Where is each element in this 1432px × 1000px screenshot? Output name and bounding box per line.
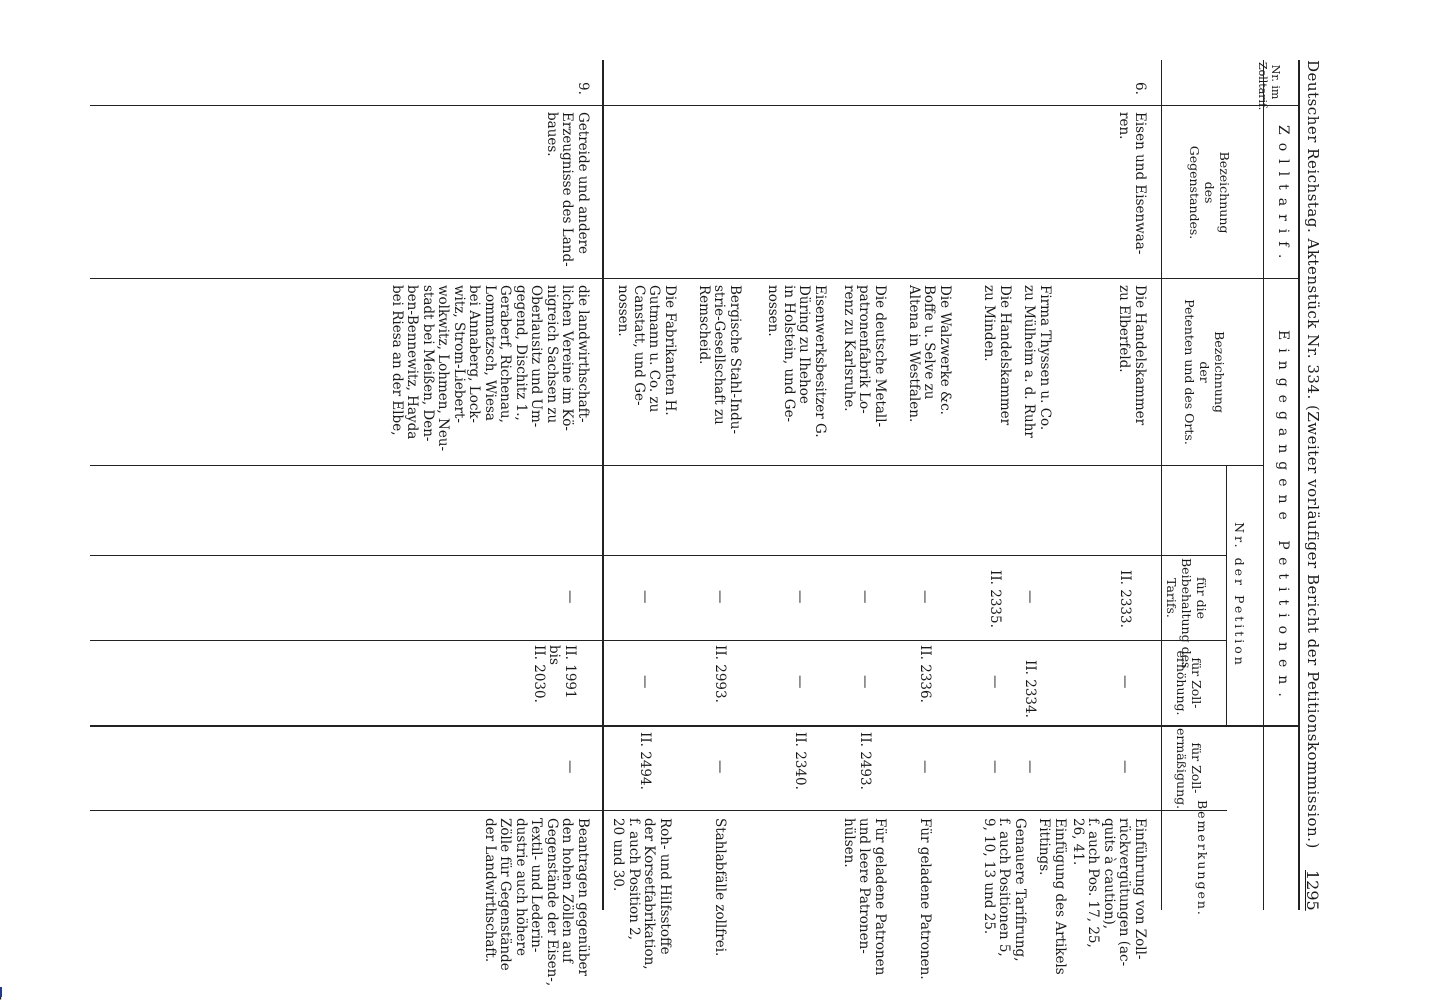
section-divider [602,60,604,910]
row-5-erhoehung: — [857,675,873,689]
row-8-beibehaltung: — [637,590,653,604]
col-rule-erhoehung [90,640,1227,641]
row-1-gegenstand: Eisen und Eisenwaa- ren. [1116,112,1148,255]
row-7-beibehaltung: — [712,590,728,604]
row-9-gegenstand: Getreide und andere Erzeugnisse des Land- baues. [544,112,591,267]
row-7-petent: Bergische Stahl-Indu- strie-Gesellschaft zu Remscheid. [696,285,743,435]
row-6-ermaessigung: II. 2340. [792,732,808,790]
row-5-petent: Die deutsche Metall- patronenfabrik Lo- renz zu Karlsruhe. [841,285,888,428]
row-3-beibehaltung: II. 2335. [987,570,1003,628]
row-3-bemerkung: Genauere Tarifirung, f. auch Positionen 5, 9, 10, 13 und 25. [981,818,1028,962]
row-9-bemerkung: Beantragen gegenüber den hohen Zöllen auf Gegenstände der Eisen-, Textil- und Lederin- dustrie auch höhere Zölle für Gegenstände der Landwirthschaft. [482,818,591,987]
col-rule-nr [90,105,1300,106]
row-3-erhoehung: — [987,675,1003,689]
nr-petition-rule [1226,465,1227,725]
row-6-petent: Eisenwerksbesitzer G. Düring zu Ihehoe in Holstein, und Ge- nossen. [765,285,828,438]
row-6-erhoehung: — [792,675,808,689]
row-1-petent: Die Handelskammer zu Elberfeld. [1116,285,1148,426]
row-2-erhoehung: II. 2334. [1022,660,1038,718]
zolltarif-group-header: Zolltarif. [1275,125,1291,267]
row-6-beibehaltung: — [792,590,808,604]
col-rule-gegenstand [90,278,1300,279]
row-1-beibehaltung: II. 2333. [1117,570,1133,628]
row-1-nr: 6. [1132,82,1148,95]
row-8-ermaessigung: II. 2494. [637,732,653,790]
header-zollerhoehung: für Zoll- erhöhung. [1174,650,1204,716]
row-8-erhoehung: — [637,675,653,689]
row-5-bemerkung: Für geladene Patronen und leere Patronen- hülsen. [841,818,888,976]
row-8-bemerkung: Roh- und Hilfsstoffe der Korsetfabrikation, f. auch Position 2, 20 und 30. [610,818,673,970]
row-2-beibehaltung: — [1022,590,1038,604]
row-1-bemerkung: Einführung von Zoll- rückvergütungen (ac- quits à caution), f. auch Pos. 17, 25, 26, 41. [1070,818,1148,967]
row-4-petent: Die Walzwerke &c. Boffe u. Selve zu Altena in Westfalen. [906,285,953,423]
header-bottom-rule [1161,60,1162,910]
row-4-bemerkung: Für geladene Patronen. [917,818,933,980]
group-header-rule [1263,60,1264,910]
table-top-border [1298,60,1300,910]
row-4-beibehaltung: — [917,590,933,604]
dfg-logo [0,987,2,997]
row-7-bemerkung: Stahlabfälle zollfrei. [712,818,728,957]
row-5-ermaessigung: II. 2493. [857,732,873,790]
row-9-nr: 9. [575,82,591,95]
col-rule-ermaessigung [90,810,1227,811]
row-2-bemerkung: Einfügung des Artikels Fittings. [1036,818,1068,975]
row-8-petent: Die Fabrikanten H. Gutmann u. Co. zu Canstatt, und Ge- nossen. [615,285,678,416]
col-rule-beibehaltung [90,555,1227,556]
header-gegenstand: Bezeichnung des Gegenstandes. [1187,145,1232,240]
header-zollermaessigung: für Zoll- ermäßigung. [1174,728,1204,810]
page-number: 1295 [1303,870,1322,911]
col-rule-petenten [90,465,1264,466]
row-1-ermaessigung: — [1117,760,1133,774]
header-nr: Nr. im Zolltarif. [1256,62,1282,111]
row-3-ermaessigung: — [987,760,1003,774]
header-petenten: Bezeichnung der Petenten und des Orts. [1182,299,1227,445]
row-9-ermaessigung: — [562,760,578,774]
row-7-ermaessigung: — [712,760,728,774]
row-4-erhoehung: II. 2336. [917,645,933,703]
row-3-petent: Die Handelskammer zu Minden. [981,285,1013,426]
row-4-ermaessigung: — [917,760,933,774]
eingegangene-group-header: Eingegangene Petitionen. [1275,330,1291,705]
header-bemerkungen: Bemerkungen. [1195,800,1210,917]
row-9-erhoehung: II. 1991 bis II. 2030. [531,645,578,703]
header-nr-petition: Nr. der Petition [1232,522,1247,668]
col-rule-bemerkungen [90,725,1300,727]
header-beibehaltung: für die Beibehaltung des Tarifs. [1164,558,1209,669]
row-5-beibehaltung: — [857,590,873,604]
row-9-beibehaltung: — [562,590,578,604]
running-title: Deutscher Reichstag. Aktenstück Nr. 334. (Zweiter vorläufiger Bericht der Petitionskommission.) [1304,60,1322,849]
row-7-erhoehung: II. 2993. [712,645,728,703]
row-9-petent: die landwirthschaft- lichen Vereine im Kö- nigreich Sachsen zu Oberlausitz und Um- gegend, Dischitz 1., Geraberf, Richenau, Lommatzsch, Wiesa bei Annaberg, Lock- witz, Strom-Liebert- wolkwitz, Lohmen, Neu- stadt bei Meißen, Den- ben-Bennewitz, Hayda bei Riesa an der Elbe, [389,285,591,452]
row-2-petent: Firma Thyssen u. Co. zu Mülheim a. d. Ruhr [1021,285,1053,438]
row-1-erhoehung: — [1117,675,1133,689]
row-2-ermaessigung: — [1022,760,1038,774]
